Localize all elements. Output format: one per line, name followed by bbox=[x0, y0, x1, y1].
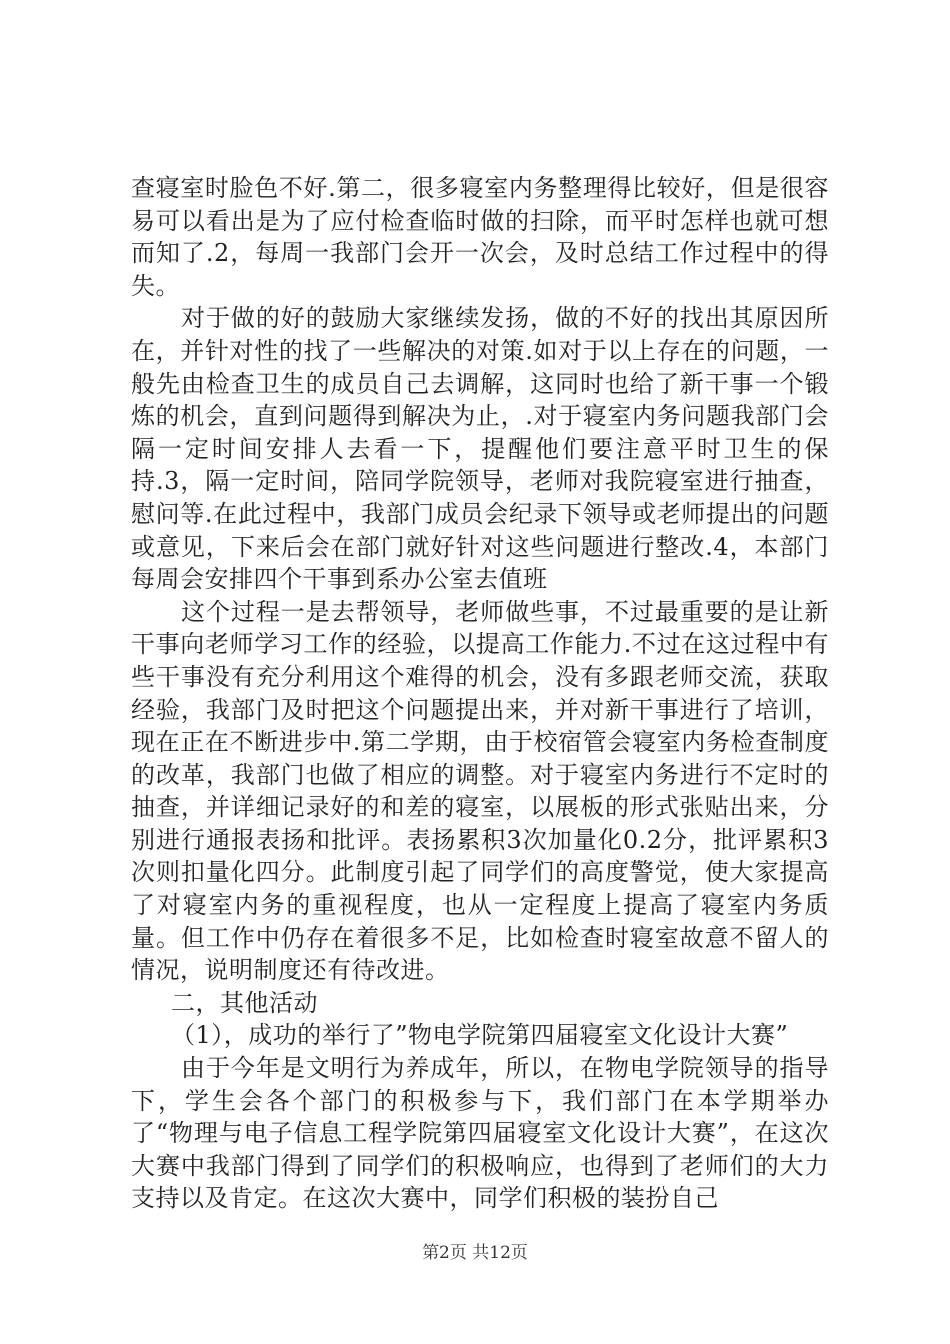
subsection-heading-contest: （1），成功的举行了”物电学院第四届寝室文化设计大赛” bbox=[171, 1021, 789, 1050]
document-body bbox=[131, 172, 829, 1215]
section-heading-other-activities: 二，其他活动 bbox=[171, 988, 318, 1017]
paragraph-process: 这个过程一是去帮领导，老师做些事，不过最重要的是让新干事向老师学习工作的经验，以提高工作能力.不过在这过程中有些干事没有充分利用这个难得的机会，没有多跟老师交流，获取经验，我部门及时把这个问题提出来，并对新干事进行了培训，现在正在不断进步中.第二学期，由于校宿管会寝室内务检查制度的改革，我部门也做了相应的调整。对于寝室内务进行不定时的抽查，并详细记录好的和差的寝室，以展板的形式张贴出来，分别进行通报表扬和批评。表扬累积3次加量化0.2分，批评累积3次则扣量化四分。此制度引起了同学们的高度警觉，使大家提高了对寝室内务的重视程度，也从一定程度上提高了寝室内务质量。但工作中仍存在着很多不足，比如检查时寝室故意不留人的情况，说明制度还有待改进。 bbox=[131, 597, 829, 985]
paragraph-encouragement: 对于做的好的鼓励大家继续发扬，做的不好的找出其原因所在，并针对性的找了一些解决的对策.如对于以上存在的问题，一般先由检查卫生的成员自己去调解，这同时也给了新干事一个锻炼的机会，直到问题得到解决为止，.对于寝室内务问题我部门会隔一定时间安排人去看一下，提醒他们要注意平时卫生的保持.3，隔一定时间，陪同学院领导，老师对我院寝室进行抽查，慰问等.在此过程中，我部门成员会纪录下领导或老师提出的问题或意见，下来后会在部门就好针对这些问题进行整改.4，本部门每周会安排四个干事到系办公室去值班 bbox=[131, 304, 829, 594]
page-number-footer: 第2页 共12页 bbox=[422, 1243, 528, 1263]
paragraph-continuation: 查寝室时脸色不好.第二，很多寝室内务整理得比较好，但是很容易可以看出是为了应付检查临时做的扫除，而平时怎样也就可想而知了.2，每周一我部门会开一次会，及时总结工作过程中的得失。 bbox=[131, 174, 829, 300]
paragraph-contest: 由于今年是文明行为养成年，所以，在物电学院领导的指导下，学生会各个部门的积极参与下，我们部门在本学期举办了“物理与电子信息工程学院第四届寝室文化设计大赛”，在这次大赛中我部门得到了同学们的积极响应，也得到了老师们的大力支持以及肯定。在这次大赛中，同学们积极的装扮自己 bbox=[131, 1054, 829, 1213]
